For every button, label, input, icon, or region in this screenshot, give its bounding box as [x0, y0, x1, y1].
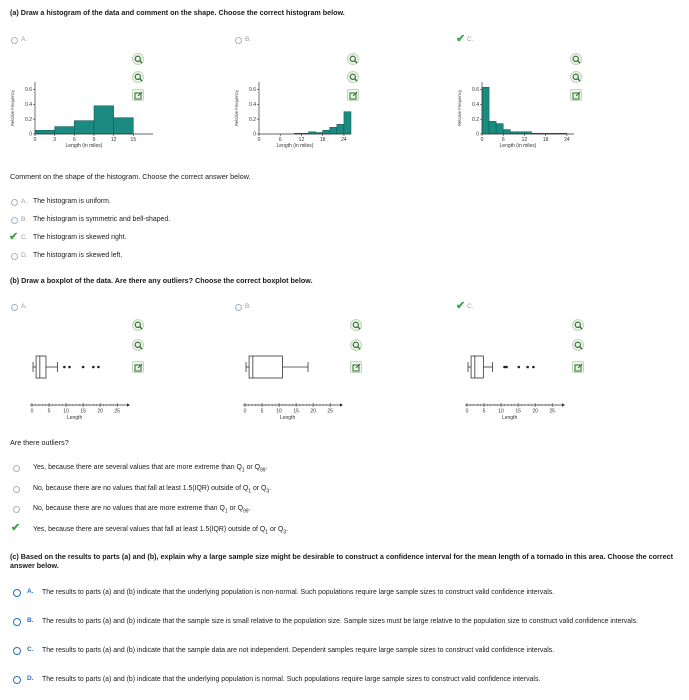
shape-option-c-letter: C. [21, 234, 28, 241]
box-outlier [63, 366, 66, 369]
part-c-question: (c) Based on the results to parts (a) and (b), explain why a large sample size might be desirable to construct a confidence interval for the mean length of a tornado in this area. Choose the correct answer below. [10, 552, 673, 570]
box-option-b-radio[interactable] [235, 304, 242, 311]
box-outlier [505, 366, 508, 369]
shape-option-c-text[interactable]: The histogram is skewed right. [33, 234, 127, 241]
box-xtick-label: 20 [310, 408, 316, 415]
shape-option-a-radio[interactable] [11, 199, 18, 206]
box-iqr [36, 356, 46, 378]
hist-option-b-radio[interactable] [235, 37, 242, 44]
hist-ylabel: Relative Frequency [10, 89, 15, 127]
hist-ytick-label: 0.4 [249, 101, 256, 108]
hist-option-c-letter: C. [467, 36, 474, 43]
histogram-option-c [455, 52, 580, 157]
hist-b-expand-icon[interactable] [347, 89, 359, 101]
hist-xtick-label: 0 [480, 137, 484, 143]
ci-option-c-text[interactable]: The results to parts (a) and (b) indicate that the sample data are not independent. Dependent samples require large sample sizes to construct valid confidence intervals. [42, 647, 555, 654]
box-outlier [532, 366, 535, 369]
hist-ytick-label: 0.6 [472, 87, 479, 94]
hist-a-zoom-out-icon[interactable] [132, 71, 144, 83]
box-c-expand-icon[interactable] [572, 361, 584, 373]
ci-option-b-letter: B. [27, 617, 34, 624]
hist-ytick-label: 0 [253, 131, 256, 138]
hist-c-expand-icon[interactable] [570, 89, 582, 101]
box-option-a-letter: A. [21, 303, 28, 310]
box-xlabel: Length [279, 415, 296, 421]
box-iqr [249, 356, 282, 378]
histogram-option-a [8, 52, 158, 157]
hist-ytick-label: 0.6 [25, 87, 32, 94]
box-option-b-letter: B. [245, 303, 252, 310]
hist-a-expand-icon[interactable] [132, 89, 144, 101]
hist-bar [503, 130, 510, 134]
box-xtick-label: 5 [482, 408, 486, 415]
hist-xtick-label: 24 [564, 137, 570, 143]
hist-ytick-label: 0.2 [25, 116, 32, 123]
outlier-option-2-text[interactable]: No, because there are no values that fall at least 1.5(IQR) outside of $Q_1$ or $Q_3$. [33, 485, 272, 495]
hist-c-zoom-out-icon[interactable] [570, 71, 582, 83]
shape-option-a-text[interactable]: The histogram is uniform. [33, 198, 111, 205]
box-b-zoom-in-icon[interactable] [350, 319, 362, 331]
box-xtick-label: 15 [515, 408, 521, 415]
hist-bar [114, 118, 134, 134]
box-xtick-label: 20 [532, 408, 538, 415]
ci-option-b-radio[interactable] [13, 618, 21, 626]
boxplot-option-b [243, 340, 353, 430]
box-xtick-label: 10 [63, 408, 69, 415]
hist-xtick-label: 12 [521, 137, 528, 143]
hist-xtick-label: 0 [257, 137, 261, 143]
hist-xtick-label: 12 [298, 137, 305, 143]
box-outlier [82, 366, 85, 369]
hist-ylabel: Relative Frequency [457, 89, 462, 127]
box-axis-arrow-right [562, 403, 565, 407]
hist-ytick-label: 0 [29, 131, 32, 138]
box-xtick-label: 5 [260, 408, 264, 415]
outliers-prompt: Are there outliers? [10, 438, 69, 447]
hist-bar [94, 106, 114, 134]
box-xlabel: Length [66, 415, 83, 421]
ci-option-a-letter: A. [27, 588, 34, 595]
hist-b-zoom-in-icon[interactable] [347, 53, 359, 65]
hist-b-zoom-out-icon[interactable] [347, 71, 359, 83]
outlier-option-4-check-icon: ✔ [11, 522, 21, 534]
hist-xtick-label: 3 [53, 137, 57, 143]
box-a-zoom-out-icon[interactable] [132, 339, 144, 351]
box-option-c-check-icon: ✔ [456, 300, 466, 312]
hist-bar [337, 124, 344, 134]
hist-option-b-letter: B. [245, 36, 252, 43]
box-outlier [97, 366, 100, 369]
hist-ytick-label: 0.4 [472, 101, 479, 108]
outlier-option-2-radio[interactable] [13, 486, 20, 493]
boxplot-option-a [30, 340, 140, 430]
shape-option-d-radio[interactable] [11, 253, 18, 260]
histogram-option-b [232, 52, 357, 157]
box-iqr [471, 356, 483, 378]
hist-bar [55, 127, 75, 134]
hist-xlabel: Length (in miles) [276, 143, 314, 149]
hist-xtick-label: 15 [130, 137, 137, 143]
hist-xtick-label: 12 [110, 137, 117, 143]
box-xlabel: Length [501, 415, 518, 421]
outlier-option-4-text[interactable]: Yes, because there are several values that fall at least 1.5(IQR) outside of $Q_1$ or $Q_3$. [33, 526, 289, 536]
hist-ytick-label: 0.4 [25, 101, 32, 108]
ci-option-b-text[interactable]: The results to parts (a) and (b) indicate that the sample size is small relative to the population size. Sample sizes must be large relative to the population size to construct valid confidence intervals. [42, 618, 638, 625]
box-option-a-radio[interactable] [11, 304, 18, 311]
shape-option-b-text[interactable]: The histogram is symmetric and bell-shaped. [33, 216, 171, 223]
box-xtick-label: 15 [293, 408, 299, 415]
shape-option-d-text[interactable]: The histogram is skewed left. [33, 252, 123, 259]
box-xtick-label: 25 [327, 408, 333, 415]
shape-option-b-letter: B. [21, 216, 28, 223]
hist-ylabel: Relative Frequency [234, 89, 239, 127]
ci-option-a-text[interactable]: The results to parts (a) and (b) indicate that the underlying population is non-normal. Such populations require large sample sizes to construct valid confidence intervals. [42, 589, 555, 596]
box-xtick-label: 10 [498, 408, 504, 415]
hist-c-zoom-in-icon[interactable] [570, 53, 582, 65]
hist-option-a-letter: A. [21, 36, 28, 43]
hist-ytick-label: 0 [476, 131, 479, 138]
hist-xlabel: Length (in miles) [499, 143, 537, 149]
hist-ytick-label: 0.2 [472, 116, 479, 123]
shape-option-a-letter: A. [21, 198, 28, 205]
hist-xtick-label: 6 [72, 137, 76, 143]
hist-option-c-check-icon: ✔ [456, 33, 466, 45]
hist-xtick-label: 6 [501, 137, 505, 143]
box-c-zoom-out-icon[interactable] [572, 339, 584, 351]
box-b-zoom-out-icon[interactable] [350, 339, 362, 351]
hist-ytick-label: 0.2 [249, 116, 256, 123]
box-outlier [517, 366, 520, 369]
shape-option-d-letter: D. [21, 252, 28, 259]
hist-xtick-label: 18 [319, 137, 326, 143]
box-axis-arrow-right [127, 403, 130, 407]
box-b-expand-icon[interactable] [350, 361, 362, 373]
hist-bar [496, 124, 503, 134]
hist-ytick-label: 0.6 [249, 87, 256, 94]
ci-option-d-text[interactable]: The results to parts (a) and (b) indicate that the underlying population is normal. Such populations require large sample sizes to construct valid confidence intervals. [42, 676, 541, 683]
box-a-expand-icon[interactable] [132, 361, 144, 373]
box-axis-arrow-right [340, 403, 343, 407]
box-xtick-label: 0 [30, 408, 34, 415]
outlier-option-1-radio[interactable] [13, 465, 20, 472]
box-outlier [92, 366, 95, 369]
hist-bar [489, 121, 496, 134]
hist-xtick-label: 18 [542, 137, 549, 143]
outlier-option-3-text[interactable]: No, because there are no values that are more extreme than $Q_1$ or $Q_{99}$. [33, 505, 251, 515]
hist-xtick-label: 6 [278, 137, 282, 143]
shape-option-c-check-icon: ✔ [9, 231, 19, 243]
ci-option-c-letter: C. [27, 646, 34, 653]
hist-bar [344, 112, 351, 134]
box-xtick-label: 5 [47, 408, 51, 415]
hist-bar [482, 87, 489, 134]
boxplot-option-c [465, 340, 575, 430]
hist-xtick-label: 0 [33, 137, 37, 143]
hist-xtick-label: 9 [92, 137, 96, 143]
box-xtick-label: 15 [80, 408, 86, 415]
outlier-option-1-text[interactable]: Yes, because there are several values that are more extreme than $Q_1$ or $Q_{99}$. [33, 464, 268, 474]
part-b-question: (b) Draw a boxplot of the data. Are there any outliers? Choose the correct boxplot below. [10, 276, 313, 285]
hist-xlabel: Length (in miles) [65, 143, 103, 149]
box-xtick-label: 0 [243, 408, 247, 415]
box-outlier [526, 366, 529, 369]
hist-bar [35, 130, 55, 134]
shape-prompt: Comment on the shape of the histogram. Choose the correct answer below. [10, 172, 251, 181]
hist-bar [323, 130, 330, 134]
outlier-option-3-radio[interactable] [13, 506, 20, 513]
part-a-question: (a) Draw a histogram of the data and comment on the shape. Choose the correct histogram below. [10, 8, 345, 17]
hist-a-zoom-in-icon[interactable] [132, 53, 144, 65]
hist-option-a-radio[interactable] [11, 37, 18, 44]
ci-option-d-letter: D. [27, 675, 34, 682]
box-xtick-label: 0 [465, 408, 469, 415]
ci-option-c-radio[interactable] [13, 647, 21, 655]
box-xtick-label: 20 [97, 408, 103, 415]
ci-option-a-radio[interactable] [13, 589, 21, 597]
box-xtick-label: 25 [114, 408, 120, 415]
box-xtick-label: 10 [276, 408, 282, 415]
ci-option-d-radio[interactable] [13, 676, 21, 684]
box-xtick-label: 25 [549, 408, 555, 415]
box-option-c-letter: C. [467, 303, 474, 310]
box-c-zoom-in-icon[interactable] [572, 319, 584, 331]
hist-bar [330, 127, 337, 134]
hist-bar [74, 121, 94, 134]
shape-option-b-radio[interactable] [11, 217, 18, 224]
hist-xtick-label: 24 [341, 137, 347, 143]
box-a-zoom-in-icon[interactable] [132, 319, 144, 331]
box-outlier [68, 366, 71, 369]
